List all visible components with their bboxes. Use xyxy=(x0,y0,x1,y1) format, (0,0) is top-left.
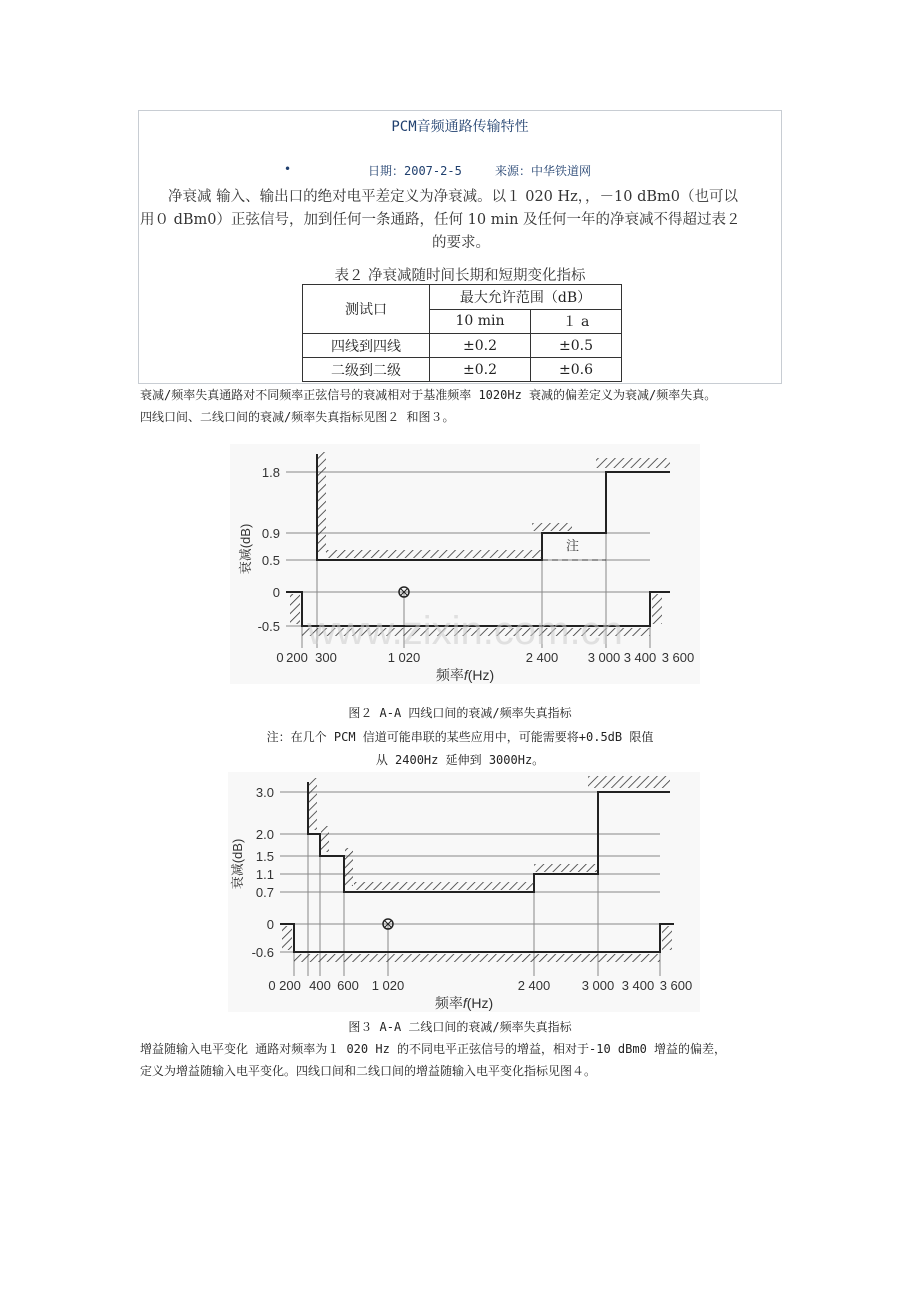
row-port: 二级到二级 xyxy=(303,358,430,382)
figure-3 xyxy=(228,772,700,1012)
y-tick: 1.1 xyxy=(255,867,274,882)
x-tick: 2 400 xyxy=(525,650,559,665)
header-10min: 10 min xyxy=(430,309,531,334)
x-tick: 3 600 xyxy=(659,978,693,993)
x-tick: 200 xyxy=(279,978,301,993)
para3-line-2: 定义为增益随输入电平变化。四线口间和二线口间的增益随输入电平变化指标见图４。 xyxy=(140,1064,597,1078)
y-axis-label: 衰减(dB) xyxy=(238,523,253,575)
y-tick: -0.5 xyxy=(257,619,280,634)
y-tick: 2.0 xyxy=(255,827,274,842)
y-tick: 3.0 xyxy=(255,785,274,800)
y-tick: 1.8 xyxy=(261,465,280,480)
y-tick: -0.6 xyxy=(251,945,274,960)
inner-note: 注 xyxy=(566,538,580,553)
x-tick: 300 xyxy=(315,650,337,665)
table-caption: 表２ 净衰减随时间长期和短期变化指标 xyxy=(334,268,586,284)
article-meta xyxy=(368,162,617,179)
x-axis-label: 频率f(Hz) xyxy=(434,995,494,1011)
figure-2-note-2: 从 2400Hz 延伸到 3000Hz。 xyxy=(375,753,545,767)
header-1a: １ a xyxy=(531,309,622,334)
y-tick: 0.7 xyxy=(255,885,274,900)
article-date: 日期：2007-2-5 xyxy=(368,164,462,178)
para2-line-1: 衰减/频率失真通路对不同频率正弦信号的衰减相对于基准频率 1020Hz 衰减的偏差定义为衰减/频率失真。 xyxy=(140,388,717,402)
row-10min: ±0.2 xyxy=(430,334,531,358)
x-tick: 3 000 xyxy=(587,650,621,665)
table-row xyxy=(303,334,622,358)
x-tick: 0 xyxy=(276,650,284,665)
row-1a: ±0.5 xyxy=(531,334,622,358)
x-tick: 3 400 xyxy=(621,978,655,993)
y-tick: 0 xyxy=(272,585,280,600)
table-row xyxy=(303,358,622,382)
row-port: 四线到四线 xyxy=(303,334,430,358)
article-title: PCM音频通路传输特性 xyxy=(391,119,529,135)
para3-line-1: 增益随输入电平变化 通路对频率为１ 020 Hz 的不同电平正弦信号的增益，相对于-10 dBm0 增益的偏差， xyxy=(140,1042,727,1056)
table-2 xyxy=(302,284,622,382)
x-tick: 1 020 xyxy=(371,978,405,993)
figure-2 xyxy=(230,444,700,684)
figure-3-caption: 图３ A-A 二线口间的衰减/频率失真指标 xyxy=(348,1020,572,1034)
y-tick: 0 xyxy=(266,917,274,932)
x-tick: 600 xyxy=(337,978,359,993)
paragraph-2 xyxy=(140,384,790,428)
row-1a: ±0.6 xyxy=(531,358,622,382)
x-tick: 200 xyxy=(286,650,308,665)
paragraph-3 xyxy=(140,1038,790,1082)
y-axis-label: 衰减(dB) xyxy=(230,838,245,890)
y-tick: 0.9 xyxy=(261,526,280,541)
y-tick: 1.5 xyxy=(255,849,274,864)
x-tick: 0 xyxy=(268,978,276,993)
x-tick: 3 000 xyxy=(581,978,615,993)
y-tick: 0.5 xyxy=(261,553,280,568)
intro-paragraph xyxy=(140,186,782,255)
x-axis-label: 频率f(Hz) xyxy=(435,667,495,683)
list-bullet: • xyxy=(284,162,292,176)
header-port: 测试口 xyxy=(303,285,430,334)
header-range: 最大允许范围（dB） xyxy=(430,285,622,310)
intro-line-3: 的要求。 xyxy=(432,235,490,251)
row-10min: ±0.2 xyxy=(430,358,531,382)
figure-2-caption: 图２ A-A 四线口间的衰减/频率失真指标 xyxy=(348,706,572,720)
x-tick: 1 020 xyxy=(387,650,421,665)
figure-2-note-1: 注：在几个 PCM 信道可能串联的某些应用中，可能需要将+0.5dB 限值 xyxy=(266,730,654,744)
para2-line-2: 四线口间、二线口间的衰减/频率失真指标见图２ 和图３。 xyxy=(140,410,455,424)
x-tick: 2 400 xyxy=(517,978,551,993)
x-tick: 400 xyxy=(309,978,331,993)
x-tick: 3 400 xyxy=(623,650,657,665)
x-tick: 3 600 xyxy=(661,650,695,665)
article-source: 来源：中华铁道网 xyxy=(495,164,592,178)
intro-line-1: 净衰减 输入、输出口的绝对电平差定义为净衰减。以１ 020 Hz，，－10 dBm0（也可以 xyxy=(168,189,739,205)
intro-line-2: 用０ dBm0）正弦信号，加到任何一条通路，任何 10 min 及任何一年的净衰减不得超过表２ xyxy=(140,212,741,228)
watermark: www.zixin.com.cn xyxy=(307,609,623,653)
